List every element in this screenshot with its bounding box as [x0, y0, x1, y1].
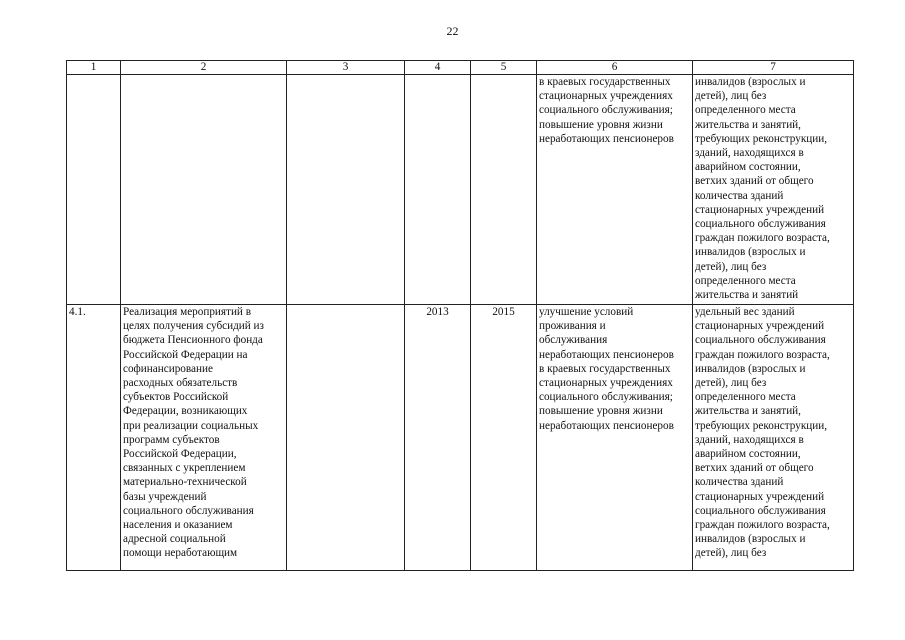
text-line: проживания и: [539, 320, 606, 333]
text-line: детей), лиц без: [695, 90, 767, 103]
text-line: граждан пожилого возраста,: [695, 519, 830, 532]
text-line: в краевых государственных: [539, 362, 671, 375]
text-line: требующих реконструкции,: [695, 132, 828, 145]
text-line: Российской Федерации,: [123, 448, 237, 461]
text-line: инвалидов (взрослых и: [695, 533, 806, 546]
indicator-cell: [693, 75, 854, 305]
header-cell-4: 4: [405, 61, 471, 75]
text-line: ветхих зданий от общего: [695, 175, 814, 188]
text-line: бюджета Пенсионного фонда: [123, 334, 263, 347]
text-line: определенного места: [695, 104, 796, 117]
text-line: софинансирование: [123, 362, 213, 375]
page-number: 22: [446, 24, 459, 38]
text-line: субъектов Российской: [123, 391, 229, 404]
text-line: аварийном состоянии,: [695, 161, 801, 174]
header-cell-1: 1: [67, 61, 121, 75]
text-line: граждан пожилого возраста,: [695, 348, 830, 361]
text-line: расходных обязательств: [123, 377, 238, 390]
text-line: Федерации, возникающих: [123, 405, 248, 418]
text-line: программ субъектов: [123, 433, 220, 446]
text-line: определенного места: [695, 391, 796, 404]
text-line: требующих реконструкции,: [695, 419, 828, 432]
header-cell-3: 3: [287, 61, 405, 75]
text-line: населения и оказанием: [123, 519, 233, 532]
text-line: инвалидов (взрослых и: [695, 246, 806, 259]
text-line: стационарных учреждений: [695, 490, 825, 503]
text-line: материально-технической: [123, 476, 247, 489]
text-line: улучшение условий: [539, 306, 634, 318]
text-line: социального обслуживания: [695, 334, 826, 347]
text-line: базы учреждений: [123, 490, 207, 503]
header-cell-6: 6: [537, 61, 693, 75]
row-number-cell: 4.1.: [67, 305, 121, 571]
text-line: граждан пожилого возраста,: [695, 232, 830, 245]
text-line: детей), лиц без: [695, 377, 767, 390]
measure-name-cell: [121, 305, 287, 571]
text-line: социального обслуживания: [695, 218, 826, 231]
text-line: Реализация мероприятий в: [123, 306, 252, 318]
text-line: неработающих пенсионеров: [539, 132, 674, 145]
text-line: инвалидов (взрослых и: [695, 76, 806, 88]
text-line: повышение уровня жизни: [539, 118, 663, 131]
indicator-cell: [693, 305, 854, 571]
text-line: в краевых государственных: [539, 76, 671, 88]
text-line: аварийном состоянии,: [695, 448, 801, 461]
text-line: инвалидов (взрослых и: [695, 362, 806, 375]
text-line: определенного места: [695, 274, 796, 287]
table-row: [67, 305, 854, 571]
text-line: социального обслуживания: [123, 504, 254, 517]
text-line: связанных с укреплением: [123, 462, 246, 475]
start-year-cell: 2013: [405, 305, 471, 571]
text-line: стационарных учреждений: [695, 320, 825, 333]
text-line: жительства и занятий,: [695, 405, 801, 418]
text-line: детей), лиц без: [695, 260, 767, 273]
row-number-cell: [67, 75, 121, 305]
text-line: обслуживания: [539, 334, 608, 347]
table-row: [67, 75, 854, 305]
start-year-cell: [405, 75, 471, 305]
end-year-cell: 2015: [471, 305, 537, 571]
text-line: жительства и занятий: [695, 289, 799, 302]
text-line: удельный вес зданий: [695, 306, 795, 318]
text-line: социального обслуживания;: [539, 104, 673, 117]
header-cell-5: 5: [471, 61, 537, 75]
text-line: зданий, находящихся в: [695, 433, 804, 446]
header-cell-7: 7: [693, 61, 854, 75]
text-line: количества зданий: [695, 476, 784, 489]
text-line: помощи неработающим: [123, 547, 238, 560]
text-line: целях получения субсидий из: [123, 320, 264, 333]
text-line: зданий, находящихся в: [695, 147, 804, 160]
executor-cell: [287, 305, 405, 571]
text-line: повышение уровня жизни: [539, 405, 663, 418]
text-line: стационарных учреждениях: [539, 90, 673, 103]
text-line: неработающих пенсионеров: [539, 348, 674, 361]
text-line: количества зданий: [695, 189, 784, 202]
text-line: неработающих пенсионеров: [539, 419, 674, 432]
end-year-cell: [471, 75, 537, 305]
expected-result-cell: [537, 305, 693, 571]
text-line: социального обслуживания;: [539, 391, 673, 404]
text-line: адресной социальной: [123, 533, 226, 546]
text-line: ветхих зданий от общего: [695, 462, 814, 475]
program-table: [66, 60, 854, 571]
executor-cell: [287, 75, 405, 305]
text-line: при реализации социальных: [123, 419, 259, 432]
text-line: стационарных учреждениях: [539, 377, 673, 390]
text-line: детей), лиц без: [695, 547, 767, 560]
text-line: Российской Федерации на: [123, 348, 248, 361]
measure-name-cell: [121, 75, 287, 305]
text-line: стационарных учреждений: [695, 203, 825, 216]
expected-result-cell: [537, 75, 693, 305]
text-line: жительства и занятий,: [695, 118, 801, 131]
header-cell-2: 2: [121, 61, 287, 75]
text-line: социального обслуживания: [695, 504, 826, 517]
header-row: [67, 61, 854, 75]
